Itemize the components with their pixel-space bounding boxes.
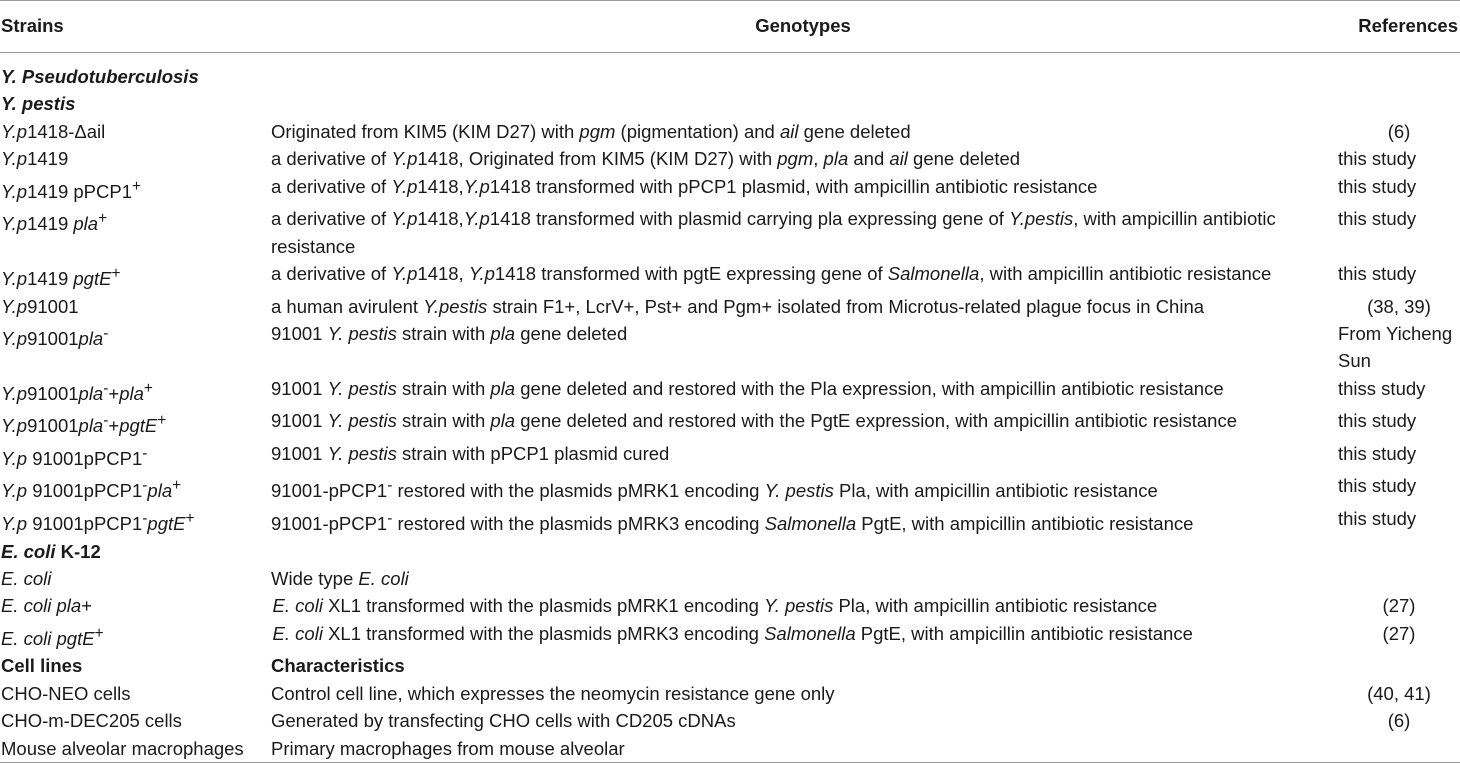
characteristics-cell: Control cell line, which expresses the neomycin resistance gene only: [271, 682, 835, 704]
strain-cell: Y.p 91001pPCP1-: [1, 444, 148, 470]
reference-cell: [1336, 735, 1460, 763]
genotype-cell: a derivative of Y.p1418, Y.p1418 transformed with pgtE expressing gene of Salmonella, with ampicillin antibiotic resistance: [271, 263, 1272, 284]
characteristics-cell: Primary macrophages from mouse alveolar: [270, 735, 1336, 763]
genotype-cell: 91001 Y. pestis strain with pla gene deleted and restored with the Pla expression, with ampicillin antibiotic resistance: [271, 377, 1224, 399]
genotype-cell: a derivative of Y.p1418, Originated from KIM5 (KIM D27) with pgm, pla and ail gene deleted: [271, 148, 1021, 170]
reference-cell: this study: [1338, 475, 1417, 497]
table-header-row: [0, 1, 1460, 53]
reference-cell: [1336, 565, 1460, 592]
genotype-cell: E. coli XL1 transformed with the plasmids pMRK1 encoding Y. pestis Pla, with ampicillin antibiotic resistance: [272, 595, 1158, 617]
strain-cell: E. coli pgtE+: [1, 624, 104, 649]
table-row: [0, 320, 1460, 375]
table-row: [0, 592, 1460, 619]
table-row: [0, 375, 1460, 408]
genotype-cell: a derivative of Y.p1418,Y.p1418 transformed with pPCP1 plasmid, with ampicillin antibiotic resistance: [271, 175, 1098, 197]
table-row: [0, 173, 1460, 206]
genotype-cell: 91001 Y. pestis strain with pla gene deleted and restored with the PgtE expression, with ampicillin antibiotic resistance: [271, 410, 1238, 432]
strain-cell: Y.p91001pla-: [1, 324, 109, 350]
section-title: Y. Pseudotuberculosis: [1, 66, 199, 87]
strain-cell: Y.p1419 pla+: [1, 210, 108, 235]
reference-cell: From Yicheng Sun: [1338, 322, 1453, 372]
reference-cell: this study: [1338, 263, 1417, 284]
reference-cell: (27): [1382, 622, 1416, 644]
table-row: [0, 505, 1460, 538]
strain-cell: Y.p 91001pPCP1-pla+: [1, 477, 182, 502]
strain-cell: Y.p 91001pPCP1-pgtE+: [1, 510, 195, 535]
strain-cell: Y.p91001: [1, 295, 79, 317]
table-row: [0, 707, 1460, 734]
table-row: [0, 565, 1460, 592]
reference-cell: (6): [1387, 710, 1411, 732]
genotype-cell: 91001 Y. pestis strain with pPCP1 plasmid cured: [271, 442, 670, 464]
strain-cell: Y.p1419 pgtE+: [1, 265, 121, 290]
table-row: [0, 735, 1460, 763]
genotype-cell: a human avirulent Y.pestis strain F1+, LcrV+, Pst+ and Pgm+ isolated from Microtus-related plague focus in China: [271, 295, 1205, 317]
cell-line-cell: CHO-m-DEC205 cells: [1, 710, 182, 732]
table-row: [0, 680, 1460, 707]
section-title: Y. pestis: [1, 93, 76, 115]
reference-cell: (40, 41): [1367, 682, 1431, 704]
section-subtitle: Characteristics: [271, 655, 405, 677]
table-row: [0, 620, 1460, 653]
reference-cell: this study: [1338, 148, 1417, 170]
header-genotypes: Genotypes: [270, 1, 1336, 53]
genotype-cell: a derivative of Y.p1418,Y.p1418 transformed with plasmid carrying pla expressing gene of Y.pestis, with ampicillin antibiotic resistance: [271, 208, 1276, 257]
section-title: E. coli K-12: [1, 540, 101, 562]
genotype-cell: 91001 Y. pestis strain with pla gene deleted: [271, 322, 628, 344]
table-row: [0, 472, 1460, 505]
section-row-cell-lines: [0, 652, 1460, 679]
header-references: References: [1336, 1, 1460, 53]
table-row: [0, 260, 1460, 293]
reference-cell: this study: [1338, 410, 1417, 432]
reference-cell: thiss study: [1338, 377, 1426, 399]
table-row: [0, 118, 1460, 145]
genotype-cell: Originated from KIM5 (KIM D27) with pgm (pigmentation) and ail gene deleted: [271, 120, 911, 142]
strain-cell: Y.p1418-Δail: [1, 120, 106, 142]
reference-cell: this study: [1338, 508, 1417, 530]
reference-cell: (38, 39): [1367, 295, 1431, 317]
strain-cell: E. coli pla+: [1, 595, 93, 617]
genotype-cell: 91001-pPCP1- restored with the plasmids pMRK3 encoding Salmonella PgtE, with ampicillin antibiotic resistance: [271, 510, 1194, 535]
strain-cell: Y.p1419 pPCP1+: [1, 177, 141, 202]
table-row: [0, 205, 1460, 260]
genotype-cell: 91001-pPCP1- restored with the plasmids pMRK1 encoding Y. pestis Pla, with ampicillin antibiotic resistance: [271, 477, 1158, 502]
section-title: Cell lines: [1, 655, 83, 677]
reference-cell: this study: [1338, 175, 1417, 197]
strain-cell: Y.p91001pla-+pla+: [1, 379, 153, 404]
reference-cell: this study: [1338, 442, 1417, 464]
strain-cell: Y.p91001pla-+pgtE+: [1, 412, 167, 437]
section-row-y-pestis: [0, 90, 1460, 117]
table-row: [0, 293, 1460, 320]
genotype-cell: E. coli XL1 transformed with the plasmids pMRK3 encoding Salmonella PgtE, with ampicillin antibiotic resistance: [272, 622, 1193, 644]
table-row: [0, 145, 1460, 172]
section-row-ecoli-k12: [0, 538, 1460, 565]
characteristics-cell: Generated by transfecting CHO cells with CD205 cDNAs: [271, 710, 736, 732]
cell-line-cell: CHO-NEO cells: [1, 682, 131, 704]
genotype-cell: Wide type E. coli: [271, 568, 409, 589]
section-row-y-pseudotuberculosis: [0, 53, 1460, 91]
cell-line-cell: Mouse alveolar macrophages: [0, 735, 270, 763]
strain-cell: E. coli: [1, 568, 52, 589]
header-strains: Strains: [0, 1, 270, 53]
table-row: [0, 440, 1460, 473]
reference-cell: (27): [1382, 595, 1416, 617]
reference-cell: this study: [1338, 208, 1417, 230]
strain-cell: Y.p1419: [1, 148, 69, 170]
reference-cell: (6): [1387, 120, 1411, 142]
table-row: [0, 407, 1460, 440]
